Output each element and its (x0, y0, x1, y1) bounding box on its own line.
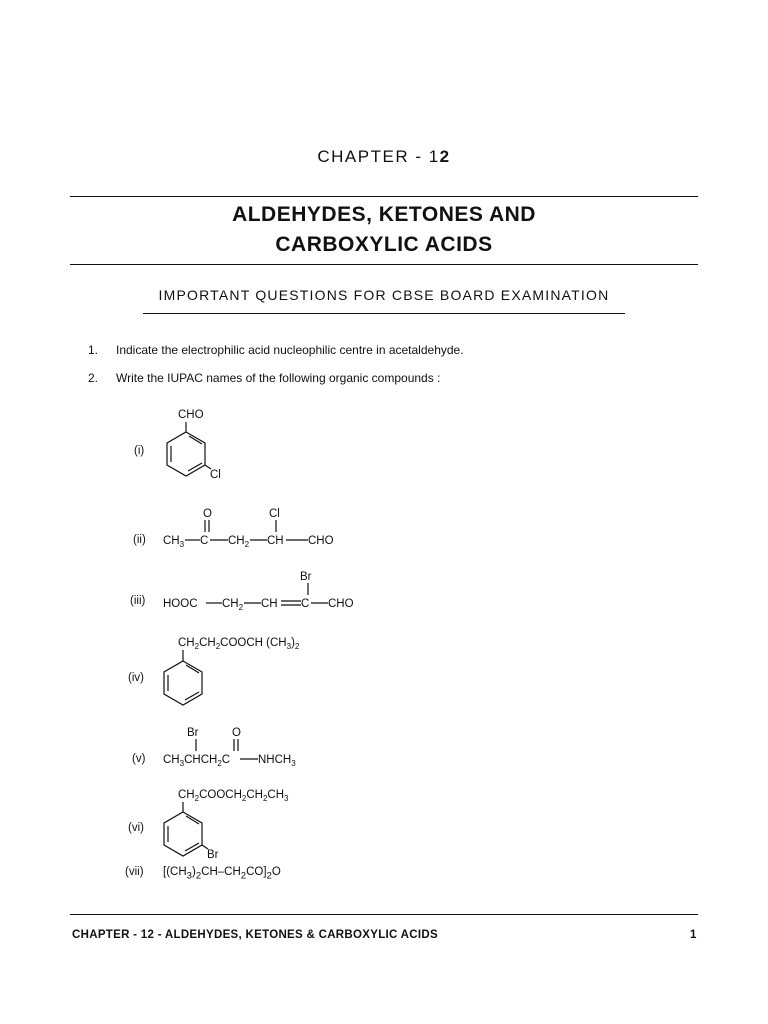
question-2: 2. Write the IUPAC names of the following organic compounds : (88, 371, 441, 385)
compound-v-oxygen: O (232, 727, 241, 739)
svg-text:CHO: CHO (308, 535, 334, 547)
svg-text:NHCH3: $NHCH_3$ (258, 754, 296, 768)
compound-iv-label: (iv) (128, 672, 144, 684)
question-1: 1. Indicate the electrophilic acid nucleophilic centre in acetaldehyde. (88, 343, 464, 357)
subtitle-rule (143, 313, 625, 314)
compound-i-label: (i) (134, 445, 145, 457)
section-subtitle: IMPORTANT QUESTIONS FOR CBSE BOARD EXAMINATION (158, 287, 610, 303)
compound-ii-structure (160, 503, 360, 548)
compound-vi-label: (vi) (128, 822, 144, 834)
compound-i-substituent: Cl (210, 469, 221, 481)
title-rule (70, 264, 698, 265)
footer-rule (70, 914, 698, 915)
compound-iii-bromine: Br (300, 571, 312, 583)
compound-v-bromine: Br (187, 727, 199, 739)
chapter-heading: CHAPTER - 12 (317, 147, 451, 166)
svg-text:HOOC: HOOC (163, 598, 198, 610)
svg-text:CH3: $CH_3$ (163, 535, 185, 549)
svg-text:CHO: CHO (328, 598, 354, 610)
compound-vi-substituent: Br (207, 849, 219, 861)
compound-vii-label: (vii) (125, 866, 144, 878)
compound-ii-oxygen: O (203, 508, 212, 520)
svg-text:CH: CH (261, 598, 278, 610)
compound-vi-structure (150, 780, 370, 865)
compound-i-structure (150, 400, 240, 490)
svg-text:C: C (200, 535, 209, 547)
svg-text:CH2: $CH_2$ (222, 598, 244, 612)
top-rule (70, 196, 698, 197)
page-title-line1: ALDEHYDES, KETONES AND (232, 203, 536, 226)
compound-iv-structure (150, 630, 370, 710)
compound-i-top-group: CHO (178, 409, 204, 421)
svg-text:CH3CHCH2C: $CH_3CHCH_2C$ (163, 754, 231, 768)
compound-v-label: (v) (132, 753, 146, 765)
footer-text: CHAPTER - 12 - ALDEHYDES, KETONES & CARBOXYLIC ACIDS (72, 929, 438, 941)
compound-iii-structure (160, 566, 380, 611)
page-number: 1 (690, 929, 697, 941)
compound-vii-formula: $[(CH_3)_2CH-CH_2CO]_2O$ (163, 866, 281, 882)
page-title-line2: CARBOXYLIC ACIDS (275, 233, 493, 256)
svg-text:CH2: $CH_2$ (228, 535, 250, 549)
compound-vi-side-chain: $CH_2COOCH_2CH_2CH_3$ (178, 789, 289, 803)
compound-ii-label: (ii) (133, 534, 146, 546)
compound-iv-side-chain: $CH_2CH_2COOCH$ $(CH_3)_2$ (178, 637, 300, 651)
svg-text:C: C (301, 598, 310, 610)
svg-text:CH: CH (267, 535, 284, 547)
compound-ii-chlorine: Cl (269, 508, 280, 520)
compound-iii-label: (iii) (130, 595, 146, 607)
compound-v-structure (160, 722, 360, 767)
